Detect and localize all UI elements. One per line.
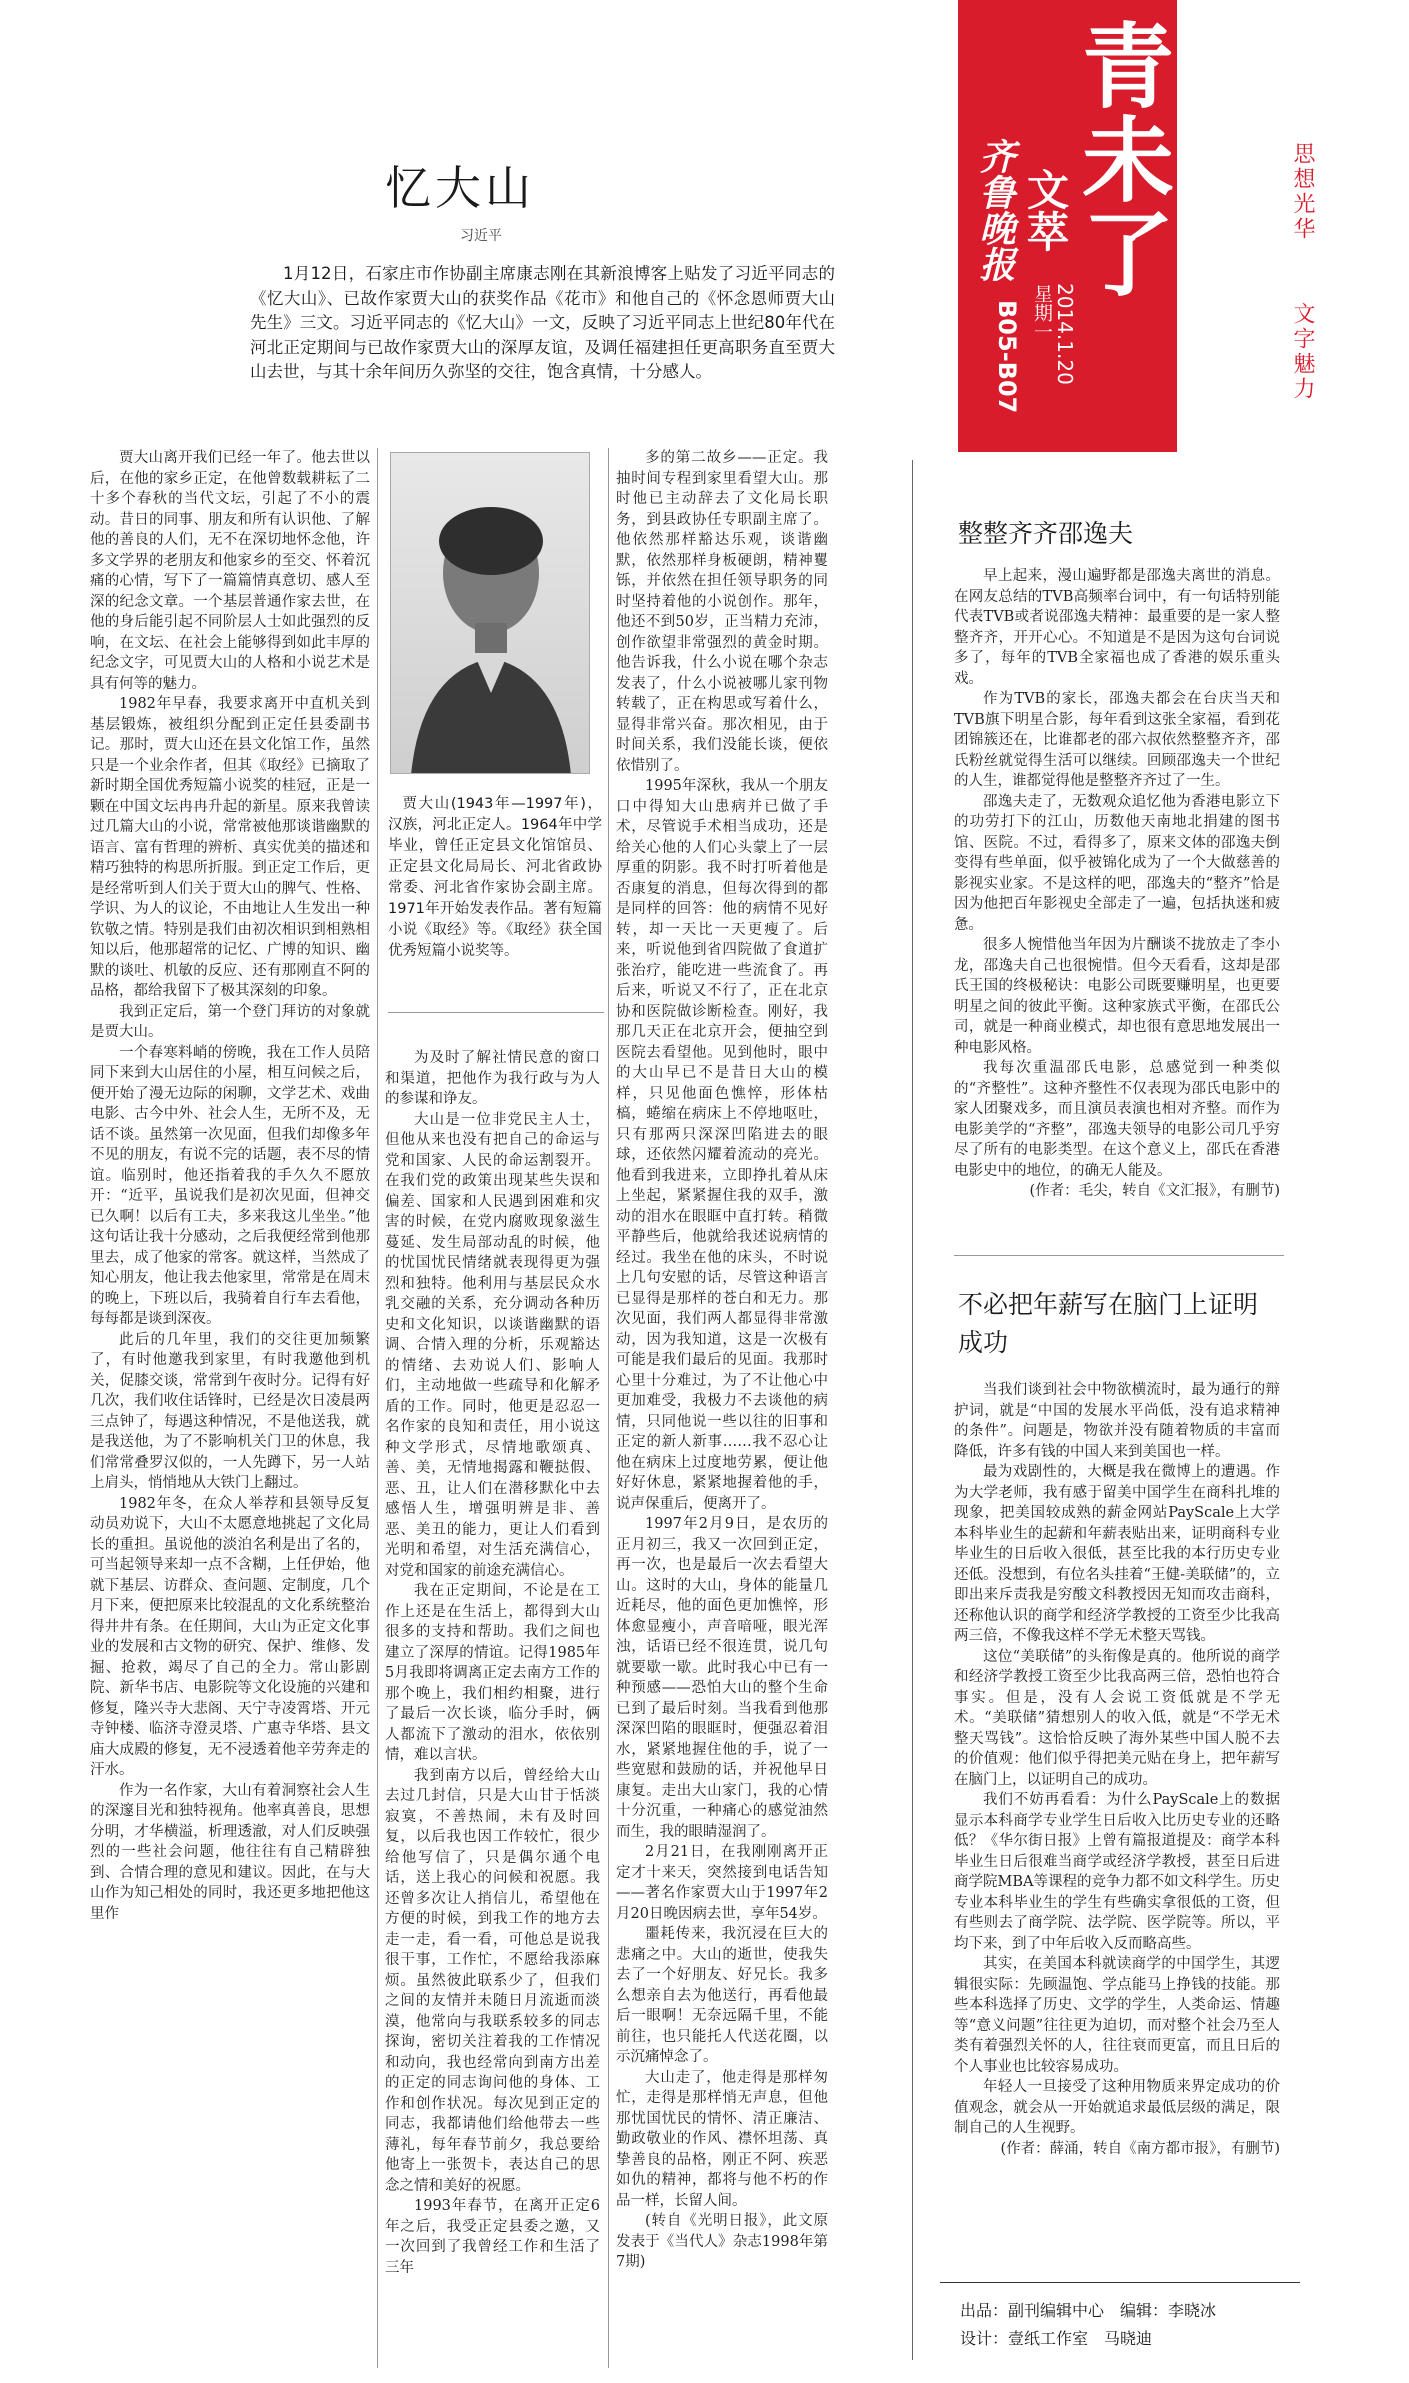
paragraph: 我们不妨再看看：为什么PayScale上的数据显示本科商学专业学生日后收入比历史专业的还略低？《华尔街日报》上曾有篇报道提及：商学本科毕业生日后很难当商学或经济学教授，甚至日后进商学院MBA等课程的竞争力都不如文科学生。历史专业本科毕业生的学生有些确实拿很低的工资，但有些则去了商学院、法学院、医学院等。所以，平均下来，到了中年后收入反而略高些。: [954, 1792, 1280, 1952]
paragraph: 2月21日，在我刚刚离开正定才十来天，突然接到电话告知——著名作家贾大山于1997年2月20日晚因病去世，享年54岁。: [616, 1844, 828, 1922]
paragraph: (转自《光明日报》，此文原发表于《当代人》杂志1998年第7期): [616, 2213, 828, 2270]
paragraph: 我到正定后，第一个登门拜访的对象就是贾大山。: [90, 1003, 370, 1040]
paragraph: 很多人惋惜他当年因为片酬谈不拢放走了李小龙，邵逸夫自己也很惋惜。但今天看看，这却是邵氏王国的终极秘诀：电影公司既要赚明星，也更要明星之间的彼此平衡。这种家族式平衡，在邵氏公司，就是一种商业模式，却也很有意思地发展出一种电影风格。: [954, 937, 1280, 1056]
main-article-title: 忆大山: [385, 161, 535, 215]
main-article-author: 习近平: [460, 228, 502, 244]
slogan-1: 思想光华: [1290, 142, 1315, 242]
paragraph: 邵逸夫走了，无数观众追忆他为香港电影立下的功劳打下的江山，历数他天南地北捐建的图书馆、医院。不过，看得多了，原来文体的邵逸夫倒变得有些单面，似乎被锦化成为了一个大做慈善的影视实业家。不是这样的吧，邵逸夫的“整齐”恰是因为他把百年影视史全部走了一遍，包括执迷和疲惫。: [954, 793, 1280, 933]
article3-body: [954, 1380, 1280, 2255]
paragraph: 大山是一位非党民主人士，但他从来也没有把自己的命运与党和国家、人民的命运割裂开。在我们党的政策出现某些失误和偏差、国家和人民遇到困难和灾害的时候，在党内腐败现象滋生蔓延、发生局部动乱的时候，他的忧国忧民情绪就表现得更为强烈和独特。他利用与基层民众水乳交融的关系，充分调动各种历史和文化知识，以谈谐幽默的语调、合情入理的分析，乐观豁达的情绪、去劝说人们、影响人们，主动地做一些疏导和化解矛盾的工作。同时，他更是忍忍一名作家的良知和责任，用小说这种文学形式，尽情地歌颂真、善、美，无情地揭露和鞭挞假、恶、丑，让人们在潜移默化中去感悟人生，增强明辨是非、善恶、美丑的能力，更让人们看到光明和希望，对生活充满信心，对党和国家的前途充满信心。: [385, 1111, 600, 1579]
column-divider: [377, 448, 378, 2368]
paragraph: 年轻人一旦接受了这种用物质来界定成功的价值观念，就会从一开始就追求最低层级的满足，限制自己的人生视野。: [954, 2079, 1280, 2136]
paragraph: 1993年春节，在离开正定6年之后，我受正定县委之邀，又一次回到了我曾经工作和生活了三年: [385, 2198, 600, 2276]
page-range: B05-B07: [993, 300, 1021, 414]
slogan-2: 文字魅力: [1290, 302, 1315, 402]
paragraph: 一个春寒料峭的傍晚，我在工作人员陪同下来到大山居住的小屋，相互问候之后，便开始了漫无边际的闲聊，文学艺术、戏曲电影、古今中外、社会人生，无所不及，无话不谈。虽然第一次见面，但我们却像多年不见的朋友，有说不完的话题，表不尽的情谊。临别时，他还指着我的手久久不愿放开：“近平，虽说我们是初次见面，但神交已久啊！以后有工夫，多来我这儿坐坐。”他这句话让我十分感动，之后我便经常到他那里去，成了他家的常客。就这样，当然成了知心朋友，他让我去他家里，常常是在周末的晚上，下班以后，我骑着自行车去看他，每每都是谈到深夜。: [90, 1044, 370, 1327]
paragraph: 这位“美联储”的头衔像是真的。他所说的商学和经济学教授工资至少比我高两三倍，恐怕也符合事实。但是，没有人会说工资低就是不学无术。“美联储”猜想别人的收入低，就是“不学无术整天骂钱”。这恰恰反映了海外某些中国人脱不去的价值观：他们似乎得把美元贴在身上，把年薪写在脑门上，以证明自己的成功。: [954, 1648, 1280, 1788]
byline: (作者：毛尖，转自《文汇报》，有删节): [1029, 1183, 1280, 1199]
paragraph: 贾大山离开我们已经一年了。他去世以后，在他的家乡正定，在他曾数载耕耘了二十多个春秋的当代文坛，引起了不小的震动。昔日的同事、朋友和所有认识他、了解他的善良的人们，无不在深切地怀念他，许多文学界的老朋友和他家乡的至交、怀着沉痛的心情，写下了一篇篇情真意切、感人至深的纪念文章。一个基层普通作家去世，在他的身后能引起不同阶层人士如此强烈的反响，在文坛、在社会上能够得到如此丰厚的纪念文字，可见贾大山的人格和小说艺术是具有何等的魅力。: [90, 450, 370, 692]
paragraph: 1997年2月9日，是农历的正月初三，我又一次回到正定，再一次，也是最后一次去看望大山。这时的大山，身体的能量几近耗尽，他的面色更加憔悴，形体愈显瘦小，声音喑哑，眼光浑浊，话语已经不很连贯，说几句就要歇一歇。此时我心中已有一种预感——恐怕大山的整个生命已到了最后时刻。当我看到他那深深凹陷的眼眶时，便强忍着泪水，紧紧地握住他的手，说了一些宽慰和鼓励的话，并祝他早日康复。走出大山家门，我的心情十分沉重，一种痛心的感觉油然而生，我的眼睛湿润了。: [616, 1516, 828, 1840]
portrait-image: [391, 453, 590, 774]
masthead: [958, 0, 1177, 452]
main-article-col-3: [616, 448, 828, 2376]
paragraph: 作为一名作家，大山有着洞察社会人生的深邃目光和独特视角。他率真善良，思想分明，才华横溢，析理透澈，对人们反映强烈的一些社会问题，他往往有自己精辟独到、合情合理的意见和建议。因此，在与大山作为知己相处的同时，我还更多地把他这里作: [90, 1782, 370, 1922]
main-article-col-1: [90, 448, 370, 2376]
masthead-title: 青未了: [1067, 18, 1174, 300]
photo-caption: 贾大山(1943年—1997年)，汉族，河北正定人。1964年中学毕业，曾任正定县文化馆馆员、正定县文化局局长、河北省政协常委、河北省作家协会副主席。1971年开始发表作品。著有短篇小说《取经》等。《取经》获全国优秀短篇小说奖等。: [388, 796, 602, 959]
paragraph: 大山走了，他走得是那样匆忙，走得是那样悄无声息，但他那忧国忧民的情怀、清正廉洁、勤政敬业的作风、襟怀坦荡、真挚善良的品格，刚正不阿、疾恶如仇的精神，都将与他不朽的作品一样，长留人间。: [616, 2069, 828, 2209]
paragraph: 1982年冬，在众人举荐和县领导反复动员劝说下，大山不太愿意地挑起了文化局长的重担。虽说他的淡泊名利是出了名的，可当起领导来却一点不含糊，上任伊始，他就下基层、访群众、查问题、定制度，几个月下来，便把原来比较混乱的文化系统整治得井井有条。在任期间，大山为正定文化事业的发展和古文物的研究、保护、维修、发掘、抢救，竭尽了自己的全力。常山影剧院、新华书店、电影院等文化设施的兴建和修复，隆兴寺大悲阁、天宁寺凌霄塔、开元寺钟楼、临济寺澄灵塔、广惠寺华塔、县文庙大成殿的修复，无不浸透着他辛劳奔走的汗水。: [90, 1495, 370, 1778]
article3-title: 不必把年薪写在脑门上证明成功: [958, 1290, 1259, 1357]
paragraph: 当我们谈到社会中物欲横流时，最为通行的辩护词，就是“中国的发展水平尚低，没有追求精神的条件”。问题是，物欲并没有随着物质的丰富而降低，许多有钱的中国人来到美国也一样。: [954, 1382, 1280, 1460]
main-article-intro: 1月12日，石家庄市作协副主席康志刚在其新浪博客上贴发了习近平同志的《忆大山》、已故作家贾大山的获奖作品《花市》和他自己的《怀念恩师贾大山先生》三文。习近平同志的《忆大山》一文，反映了习近平同志上世纪80年代在河北正定期间与已故作家贾大山的深厚友谊，及调任福建担任更高职务直至贾大山去世，与其十余年间历久弥坚的交往，饱含真情，十分感人。: [250, 264, 835, 381]
paragraph: 我到南方以后，曾经给大山去过几封信，只是大山甘于恬淡寂寞，不善热闹，未有及时回复，以后我也因工作较忙，很少给他写信了，只是偶尔通个电话，送上我心的问候和祝愿。我还曾多次让人捎信儿，希望他在方便的时候，到我工作的地方去走一走，看一看，可他总是说我很干事，工作忙，不愿给我添麻烦。虽然彼此联系少了，但我们之间的友情并未随日月流逝而淡漠，他常向与我联系较多的同志探询，密切关注着我的工作情况和动向，我也经常向到南方出差的正定的同志询问他的身体、工作和创作状况。每次见到正定的同志，我都请他们给他带去一些薄礼，每年春节前夕，我总要给他寄上一张贺卡，表达自己的思念之情和美好的祝愿。: [385, 1767, 600, 2194]
section-name: 文萃: [1021, 168, 1070, 252]
main-article-col-2: [385, 1048, 600, 2376]
paragraph: 1982年早春，我要求离开中直机关到基层锻炼，被组织分配到正定任县委副书记。那时，贾大山还在县文化馆工作，虽然只是一个业余作者，但其《取经》已摘取了新时期全国优秀短篇小说奖的桂冠，正是一颗在中国文坛冉冉升起的新星。原来我曾读过几篇大山的小说，常常被他那谈谐幽默的语言、富有哲理的辨析、真实优美的描述和精巧独特的构思所折服。到正定工作后，更是经常听到人们关于贾大山的脾气、性格、学识、为人的议论，不由地让人生发出一种钦敬之情。特别是我们由初次相识到相熟相知以后，他那超常的记忆、广博的知识、幽默的谈吐、机敏的反应、还有那刚直不阿的品格，都给我留下了极其深刻的印象。: [90, 696, 370, 999]
article2-body: [954, 566, 1280, 1246]
paragraph: 作为TVB的家长，邵逸夫都会在台庆当天和TVB旗下明星合影，每年看到这张全家福，看到花团锦簇还在，比谁都老的邵六叔依然整整齐齐，邵氏粉丝就觉得生活可以继续。回顾邵逸夫一个世纪的人生，谁都觉得他是整整齐齐过了一生。: [954, 691, 1280, 789]
footer-credits-1: 出品：副刊编辑中心 编辑：李晓冰: [960, 2301, 1217, 2320]
paragraph: 最为戏剧性的，大概是我在微博上的遭遇。作为大学老师，我有感于留美中国学生在商科扎堆的现象，把美国较成熟的薪金网站PayScale上大学本科毕业生的起薪和年薪表贴出来，证明商科专业毕业生的日后收入很低，甚至比我的本行历史专业还低。没想到，有位名头挂着“王健-美联储”的，立即出来斥责我是穷酸文科教授因无知而攻击商科，还称他认识的商学和经济学教授的工资至少比我高两三倍，不像我这样不学无术整天骂钱。: [954, 1464, 1280, 1644]
section-divider: [912, 460, 913, 2360]
issue-date: 2014.1.20: [1053, 283, 1077, 385]
footer-credits-2: 设计：壹纸工作室 马晓迪: [960, 2329, 1153, 2348]
column-divider: [608, 448, 609, 2368]
newspaper-brand: 齐鲁晚报: [974, 138, 1016, 282]
byline: (作者：薛涌，转自《南方都市报》，有删节): [1000, 2140, 1280, 2157]
weekday: 星期一: [1031, 284, 1053, 341]
article-divider: [954, 1255, 1284, 1256]
paragraph: 此后的几年里，我们的交往更加频繁了，有时他邀我到家里，有时我邀他到机关，促膝交谈，常常到午夜时分。记得有好几次，我们收住话锋时，已经是次日凌晨两三点钟了，每遇这种情况，不是他送我，就是我送他，为了不影响机关门卫的休息，我们常常叠罗汉似的，一人先蹲下，另一人站上肩头，悄悄地从大铁门上翻过。: [90, 1331, 370, 1491]
article2-title: 整整齐齐邵逸夫: [958, 519, 1134, 548]
footer-divider: [940, 2282, 1300, 2283]
caption-divider: [388, 1012, 604, 1013]
paragraph: 1995年深秋，我从一个朋友口中得知大山患病并已做了手术，尽管说手术相当成功，还是给关心他的人们心头蒙上了一层厚重的阴影。我不时打听着他是否康复的消息，但每次得到的都是同样的回答：他的病情不见好转，却一天比一天更瘦了。后来，听说他到省四院做了食道扩张治疗，能吃进一些流食了。再后来，听说又不行了，正在北京协和医院做诊断检查。刚好，我那几天正在北京开会，便抽空到医院去看望他。见到他时，眼中的大山早已不是昔日大山的模样，只见他面色憔悴，形体枯槁，蜷缩在病床上不停地呕吐，只有那两只深深凹陷进去的眼球，还依然闪耀着流动的亮光。他看到我进来，立即挣扎着从床上坐起，紧紧握住我的双手，激动的泪水在眼眶中直打转。稍微平静些后，他就给我述说病情的经过。我坐在他的床头，不时说上几句安慰的话，尽管这种语言已显得是那样的苍白和无力。那次见面，我们两人都显得非常激动，因为我知道，这是一次极有可能是我们最后的见面。我那时心里十分难过，为了不让他心中更加难受，我极力不去谈他的病情，只同他说一些以往的旧事和正定的新人新事……我不忍心让他在病床上过度地劳累，便让他好好休息，紧紧地握着他的手，说声保重后，便离开了。: [616, 778, 828, 1512]
paragraph: 多的第二故乡——正定。我抽时间专程到家里看望大山。那时他已主动辞去了文化局长职务，到县政协任专职副主席了。他依然那样豁达乐观，谈谐幽默，依然那样身板硬朗，精神矍铄，并依然在担任领导职务的同时坚持着他的小说创作。那年，他还不到50岁，正当精力充沛，创作欲望非常强烈的黄金时期。他告诉我，什么小说在哪个杂志发表了，什么小说被哪儿家刊物转载了，正在构思或写着什么，显得非常兴奋。那次相见，由于时间关系，我们没能长谈，便依依惜别了。: [616, 450, 828, 774]
paragraph: 早上起来，漫山遍野都是邵逸夫离世的消息。在网友总结的TVB高频率台词中，有一句话特别能代表TVB或者说邵逸夫精神：最重要的是一家人整整齐齐，开开心心。不知道是不是因为这句台词说多了，每年的TVB全家福也成了香港的娱乐重头戏。: [954, 568, 1280, 687]
paragraph: 我在正定期间，不论是在工作上还是在生活上，都得到大山很多的支持和帮助。我们之间也建立了深厚的情谊。记得1985年5月我即将调离正定去南方工作的那个晚上，我们相约相聚，进行了最后一次长谈，临分手时，俩人都流下了激动的泪水，依依别情，难以言状。: [385, 1583, 600, 1763]
author-photo: [390, 452, 590, 774]
paragraph: 噩耗传来，我沉浸在巨大的悲痛之中。大山的逝世，使我失去了一个好朋友、好兄长。我多么想亲自去为他送行，再看他最后一眼啊！无奈远隔千里，不能前往，也只能托人代送花圈，以示沉痛悼念了。: [616, 1926, 828, 2065]
paragraph: 其实，在美国本科就读商学的中国学生，其逻辑很实际：先顾温饱、学点能马上挣钱的技能。那些本科选择了历史、文学的学生，人类命运、情趣等“意义问题”往往更为迫切，而对整个社会乃至人类有着强烈关怀的人，往往衰而更富，而且日后的个人事业也比较容易成功。: [954, 1956, 1280, 2075]
paragraph: 为及时了解社情民意的窗口和渠道，把他作为我行政与为人的参谋和诤友。: [385, 1050, 600, 1107]
paragraph: 我每次重温邵氏电影，总感觉到一种类似的“齐整性”。这种齐整性不仅表现为邵氏电影中的家人团聚戏多，而且演员表演也相对齐整。而作为电影美学的“齐整”，邵逸夫领导的电影公司几乎穷尽了所有的电影类型。在这个意义上，邵氏在香港电影史中的地位，的确无人能及。: [954, 1060, 1280, 1179]
